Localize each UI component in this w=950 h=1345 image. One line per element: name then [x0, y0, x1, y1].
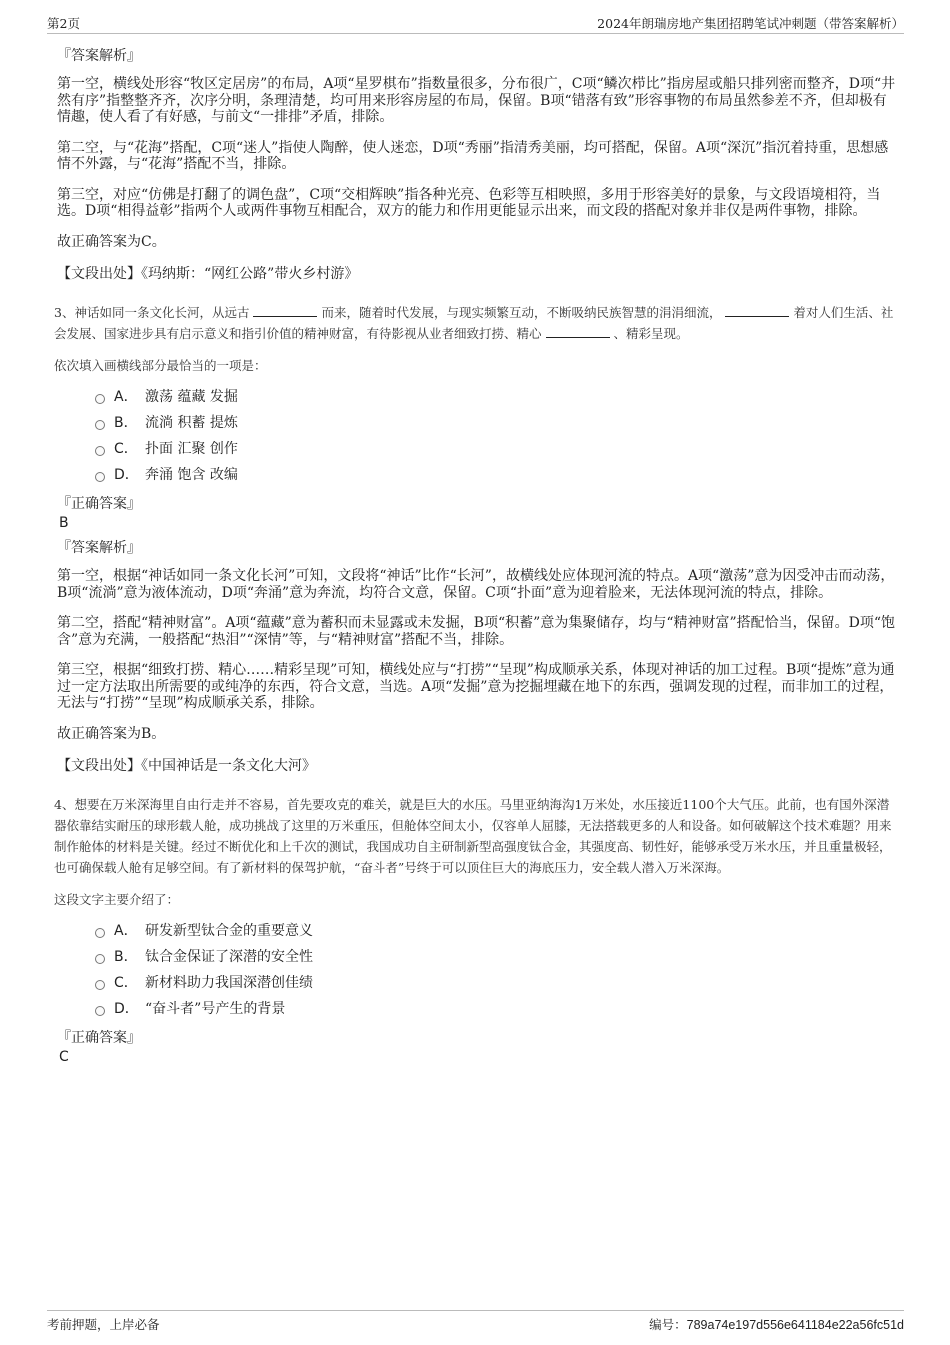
q4-option-b[interactable]: B． 钛合金保证了深潜的安全性 — [95, 944, 899, 970]
q3-correct-answer: B — [59, 515, 69, 531]
q2-analysis-paragraph: 第一空，横线处形容“牧区定居房”的布局，A项“星罗棋布”指数量很多，分布很广，C项“鳞次栉比”指房屋或船只排列密而整齐，D项“井然有序”指整整齐齐，次序分明，条理清楚，均可用来形容房屋的布局，保留。B项“错落有致”形容事物的布局虽然参差不齐，但却极有情趣，使人看了有好感，与前文“一排排”矛盾，排除。 — [57, 76, 896, 125]
radio-button-icon[interactable] — [95, 954, 105, 964]
q4-option-a[interactable]: A． 研发新型钛合金的重要意义 — [95, 918, 899, 944]
radio-button-icon[interactable] — [95, 928, 105, 938]
fill-blank — [725, 305, 789, 317]
q3-option-c[interactable]: C． 扑面 汇聚 创作 — [95, 436, 899, 462]
radio-button-icon[interactable] — [95, 446, 105, 456]
q2-analysis-paragraph: 第三空，对应“仿佛是打翻了的调色盘”，C项“交相辉映”指各种光亮、色彩等互相映照，多用于形容美好的景象，与文段语境相符，当选。D项“相得益彰”指两个人或两件事物互相配合，双方的能力和作用更能显示出来，而文段的搭配对象并非仅是两件事物，排除。 — [57, 186, 881, 219]
radio-button-icon[interactable] — [95, 980, 105, 990]
q2-source: 【文段出处】《玛纳斯：“网红公路”带火乡村游》 — [57, 266, 359, 282]
q4-options — [95, 918, 899, 1022]
q2-analysis-label: 『答案解析』 — [57, 48, 141, 64]
footer-slogan: 考前押题，上岸必备 — [47, 1317, 160, 1332]
q2-analysis-paragraph: 第二空，与“花海”搭配，C项“迷人”指使人陶醉，使人迷恋，D项“秀丽”指清秀美丽，均可搭配，保留。A项“深沉”指沉着持重，思想感情不外露，与“花海”搭配不当，排除。 — [57, 139, 889, 172]
q4-correct-label: 『正确答案』 — [57, 1030, 141, 1046]
q3-analysis-paragraph: 第二空，搭配“精神财富”。A项“蕴藏”意为蓄积而未显露或未发掘，B项“积蓄”意为集聚储存，均与“精神财富”搭配恰当，保留。D项“饱含”意为充满，一般搭配“热泪”“深情”等，与“精神财富”搭配不当，排除。 — [57, 615, 896, 648]
radio-button-icon[interactable] — [95, 420, 105, 430]
q3-conclusion: 故正确答案为B。 — [57, 725, 166, 742]
q4-correct-answer: C — [59, 1049, 69, 1065]
q3-option-a[interactable]: A． 激荡 蕴藏 发掘 — [95, 384, 899, 410]
q3-option-d[interactable]: D． 奔涌 饱含 改编 — [95, 462, 899, 488]
document-code: 编号：789a74e197d556e641184e22a56fc51d — [649, 1317, 904, 1332]
fill-blank — [253, 305, 317, 317]
page-number: 第2页 — [47, 16, 80, 31]
q3-option-b[interactable]: B． 流淌 积蓄 提炼 — [95, 410, 899, 436]
radio-button-icon[interactable] — [95, 1006, 105, 1016]
document-title: 2024年朗瑞房地产集团招聘笔试冲刺题（带答案解析） — [597, 16, 904, 31]
q3-options — [95, 384, 899, 488]
q3-correct-label: 『正确答案』 — [57, 496, 141, 512]
page-header — [47, 14, 904, 34]
q4-option-d[interactable]: D． “奋斗者”号产生的背景 — [95, 996, 899, 1022]
q3-prompt: 依次填入画横线部分最恰当的一项是： — [54, 358, 267, 373]
q3-analysis-paragraph: 第三空，根据“细致打捞、精心……精彩呈现”可知，横线处应与“打捞”“呈现”构成顺承关系，体现对神话的加工过程。B项“提炼”意为通过一定方法取出所需要的或纯净的东西，符合文意，当选。A项“发掘”意为挖掘埋藏在地下的东西，强调发现的过程，而非加工的过程，无法与“打捞”“呈现”构成顺承关系，排除。 — [57, 662, 895, 711]
q3-question-text: 3、神话如同一条文化长河，从远古 而来，随着时代发展，与现实频繁互动，不断吸纳民族智慧的涓涓细流， 着对人们生活、社会发展、国家进步具有启示意义和指引价值的精神财富，有待影视从业者细致打捞、精心 、精彩呈现。 — [54, 305, 894, 341]
page-content — [54, 40, 899, 1066]
q2-conclusion: 故正确答案为C。 — [57, 233, 166, 250]
q3-analysis-paragraph: 第一空，根据“神话如同一条文化长河”可知，文段将“神话”比作“长河”，故横线处应体现河流的特点。A项“激荡”意为因受冲击而动荡，B项“流淌”意为液体流动，D项“奔涌”意为奔流，均符合文意，保留。C项“扑面”意为迎着脸来，无法体现河流的特点，排除。 — [57, 568, 895, 601]
page-footer — [47, 1310, 904, 1332]
q4-question-text: 4、想要在万米深海里自由行走并不容易，首先要攻克的难关，就是巨大的水压。马里亚纳海沟1万米处，水压接近1100个大气压。此前，也有国外深潜器依靠结实耐压的球形载人舱，成功挑战了这里的万米重压，但舱体空间太小，仅容单人屈膝，无法搭载更多的人和设备。如何破解这个技术难题？用来制作舱体的材料是关键。经过不断优化和上千次的测试，我国成功自主研制新型高强度钛合金，其强度高、韧性好，能够承受万米水压，并且重量极轻，也可确保载人舱有足够空间。有了新材料的保驾护航，“奋斗者”号终于可以顶住巨大的海底压力，安全载人潜入万米深海。 — [54, 797, 892, 875]
radio-button-icon[interactable] — [95, 472, 105, 482]
q3-source: 【文段出处】《中国神话是一条文化大河》 — [57, 758, 316, 774]
q3-analysis-label: 『答案解析』 — [57, 540, 141, 556]
q4-prompt: 这段文字主要介绍了： — [54, 892, 180, 907]
radio-button-icon[interactable] — [95, 394, 105, 404]
fill-blank — [546, 326, 610, 338]
q4-option-c[interactable]: C． 新材料助力我国深潜创佳绩 — [95, 970, 899, 996]
